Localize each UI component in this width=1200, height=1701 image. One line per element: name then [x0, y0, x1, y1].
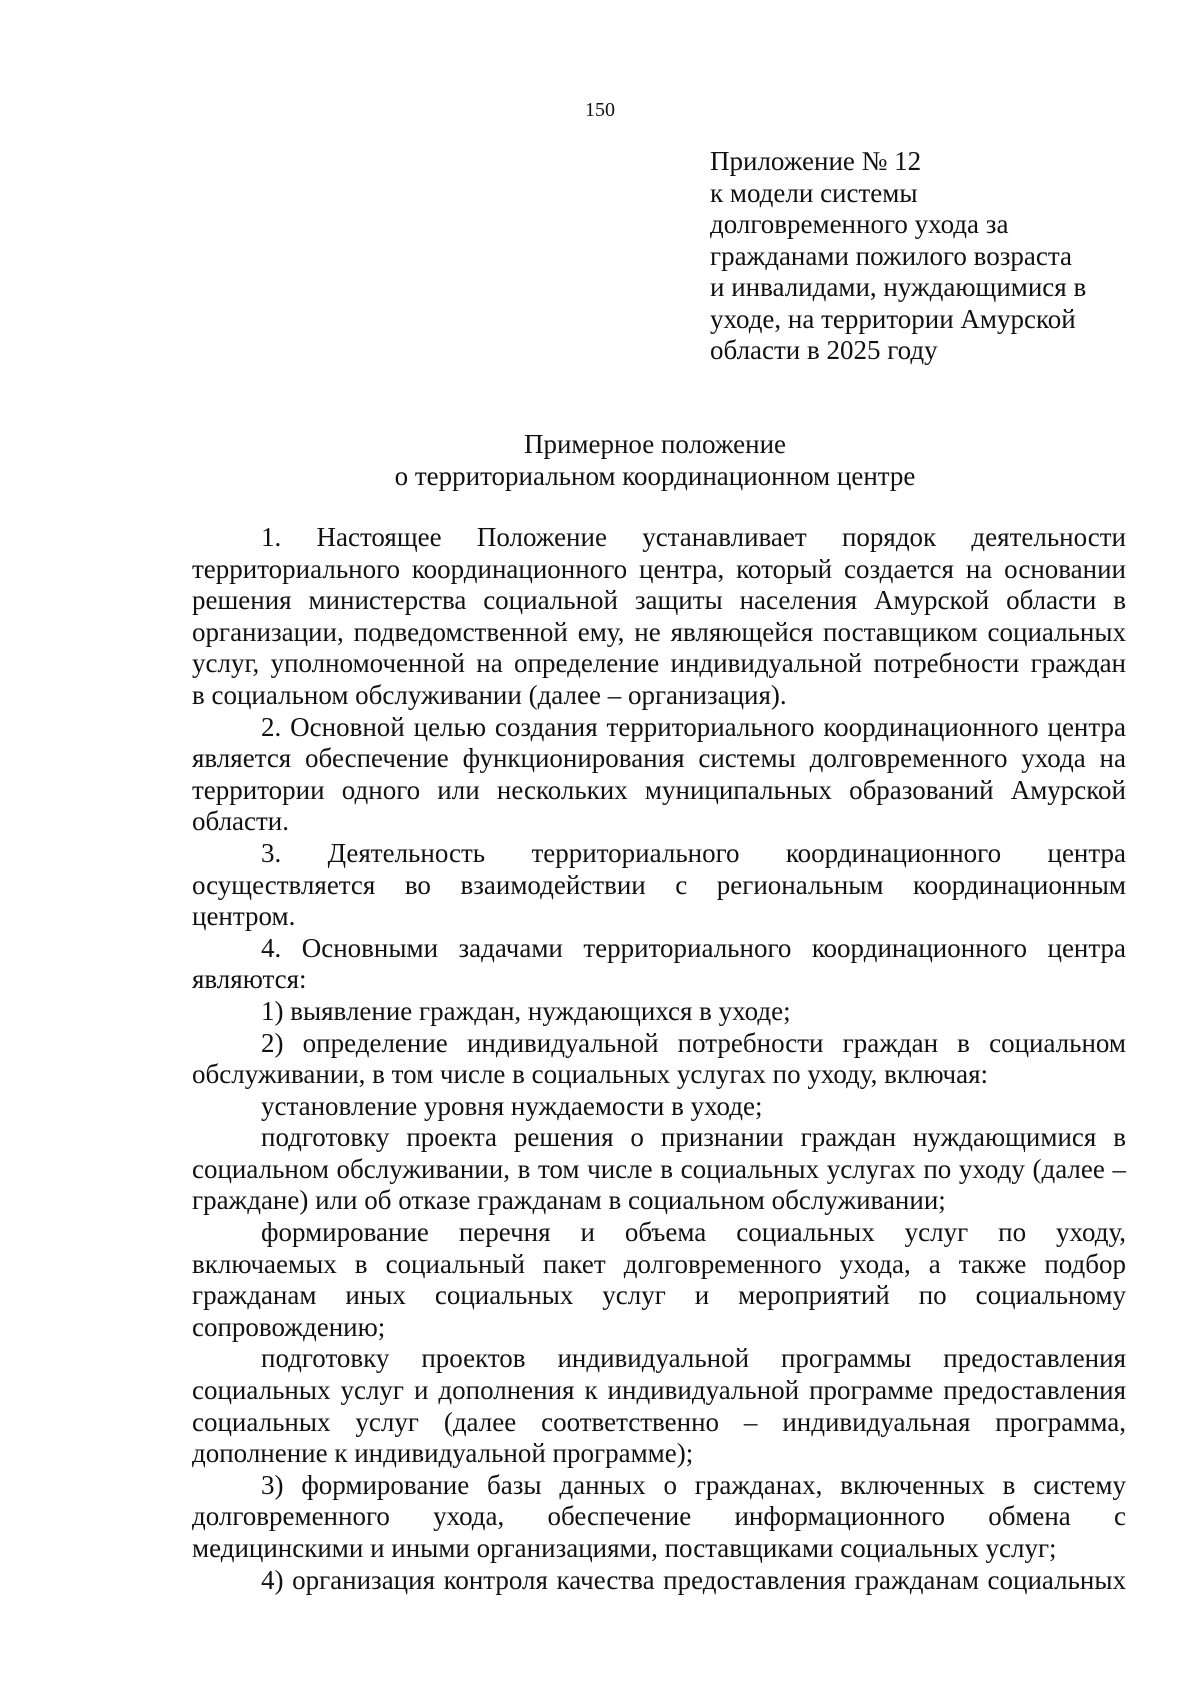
paragraph [192, 1565, 1126, 1597]
appendix-line: уходе, на территории Амурской [710, 303, 1076, 334]
appendix-line: долговременного ухода за [710, 209, 1009, 239]
paragraph-line: подготовку проектов индивидуальной программы предоставления [261, 1343, 1126, 1374]
paragraph-line: установление уровня нуждаемости в уходе; [261, 1090, 763, 1121]
paragraph-line: центром. [192, 901, 296, 932]
paragraph-line: социальных услуг (далее соответственно – индивидуальная программа, [192, 1406, 1126, 1437]
paragraph-line: являются: [192, 964, 307, 995]
paragraph [192, 522, 1126, 712]
paragraph-line: территориального координационного центра, который создается на основании [192, 553, 1126, 584]
document-body [192, 522, 1126, 1596]
paragraph-line: долговременного ухода, обеспечение информационного обмена с [192, 1501, 1126, 1532]
paragraph [192, 1470, 1126, 1565]
paragraph-line: сопровождению; [192, 1311, 386, 1342]
appendix-line: к модели системы [710, 177, 918, 208]
title-line-2: о территориальном координационном центре [394, 461, 916, 491]
document-title [0, 428, 1200, 492]
paragraph [192, 838, 1126, 933]
paragraph-line: 2. Основной целью создания территориального координационного центра [261, 711, 1126, 742]
paragraph [192, 933, 1126, 996]
paragraph-line: решения министерства социальной защиты населения Амурской области в [192, 585, 1126, 616]
paragraph-line: медицинскими и иными организациями, поставщиками социальных услуг; [192, 1533, 1057, 1563]
paragraph-line: социальных услуг и дополнения к индивидуальной программе предоставления [192, 1375, 1126, 1406]
paragraph [192, 1091, 1126, 1123]
paragraph-line: граждане) или об отказе гражданам в социальном обслуживании; [192, 1185, 946, 1216]
paragraph-line: 1. Настоящее Положение устанавливает порядок деятельности [261, 522, 1126, 552]
appendix-line: Приложение № 12 [710, 146, 922, 176]
paragraph-line: организации, подведомственной ему, не являющейся поставщиком социальных [192, 616, 1126, 647]
paragraph-line: 2) определение индивидуальной потребности граждан в социальном [261, 1027, 1126, 1058]
paragraph-line: дополнение к индивидуальной программе); [192, 1438, 694, 1469]
title-line-1: Примерное положение [523, 429, 787, 459]
paragraph-line: территории одного или нескольких муниципальных образований Амурской [192, 774, 1126, 805]
paragraph-line: является обеспечение функционирования системы долговременного ухода на [192, 743, 1126, 774]
paragraph-line: области. [192, 806, 290, 837]
appendix-line: области в 2025 году [710, 335, 938, 365]
paragraph-line: 3) формирование базы данных о гражданах, включенных в систему [261, 1469, 1126, 1500]
appendix-line: и инвалидами, нуждающимися в [710, 272, 1087, 302]
paragraph-line: социальном обслуживании, в том числе в социальных услугах по уходу (далее – [192, 1153, 1126, 1184]
page-number: 150 [585, 99, 615, 121]
paragraph-line: 1) выявление граждан, нуждающихся в уходе; [261, 995, 791, 1026]
paragraph-line: подготовку проекта решения о признании граждан нуждающимися в [261, 1122, 1126, 1153]
paragraph [192, 1343, 1126, 1469]
appendix-line: гражданами пожилого возраста [710, 240, 1072, 271]
appendix-header [710, 146, 1130, 367]
paragraph-line: обслуживании, в том числе в социальных услугах по уходу, включая: [192, 1059, 989, 1090]
paragraph-line: услуг, уполномоченной на определение индивидуальной потребности граждан [192, 648, 1126, 679]
paragraph [192, 1122, 1126, 1217]
paragraph-line: включаемых в социальный пакет долговременного ухода, а также подбор [192, 1248, 1126, 1279]
paragraph [192, 1028, 1126, 1091]
paragraph-line: 4) организация контроля качества предоставления гражданам социальных [261, 1564, 1126, 1595]
paragraph-line: 4. Основными задачами территориального координационного центра [261, 932, 1126, 963]
paragraph [192, 1217, 1126, 1343]
paragraph [192, 996, 1126, 1028]
paragraph-line: в социальном обслуживании (далее – организация). [192, 679, 787, 710]
paragraph-line: осуществляется во взаимодействии с региональным координационным [192, 869, 1126, 900]
paragraph-line: формирование перечня и объема социальных услуг по уходу, [261, 1217, 1126, 1248]
paragraph-line: 3. Деятельность территориального координационного центра [261, 837, 1126, 868]
paragraph [192, 712, 1126, 838]
paragraph-line: гражданам иных социальных услуг и мероприятий по социальному [192, 1280, 1126, 1311]
